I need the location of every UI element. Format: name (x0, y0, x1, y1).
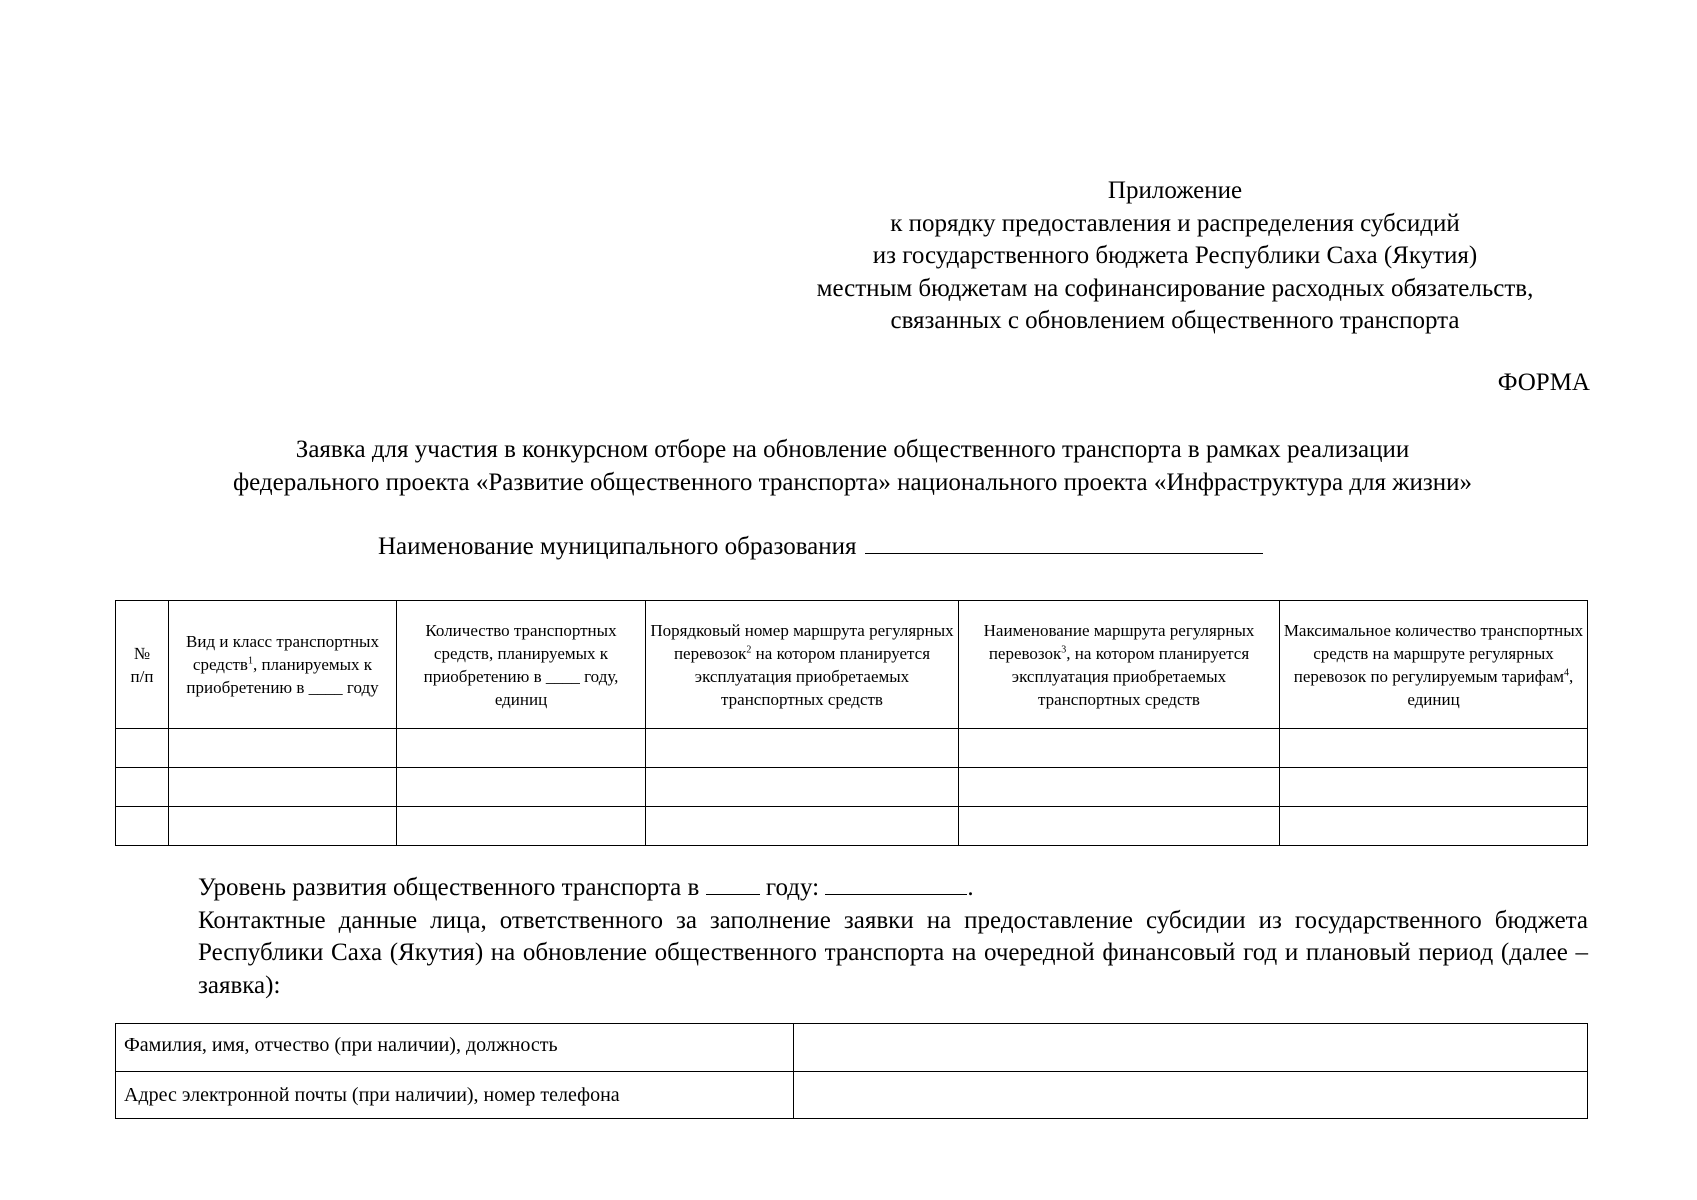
municipality-blank-field[interactable] (865, 529, 1263, 554)
level-paragraph (198, 872, 1588, 905)
header-text: Вид и класс транспортных средств (186, 632, 379, 674)
footnote-mark: 4 (1564, 666, 1570, 678)
level-text: . (967, 874, 974, 901)
header-route-number (646, 601, 959, 729)
table-cell[interactable] (116, 729, 169, 768)
appendix-header (760, 175, 1590, 338)
table-cell[interactable] (116, 768, 169, 807)
level-text: Уровень развития общественного транспорта в (198, 874, 700, 901)
title-line: Заявка для участия в конкурсном отборе на обновление общественного транспорта в рамках реализации (295, 436, 1410, 463)
table-row (116, 768, 1588, 807)
vehicle-table (115, 600, 1588, 846)
table-cell[interactable] (397, 768, 646, 807)
table-cell[interactable] (646, 807, 959, 846)
contact-name-label: Фамилия, имя, отчество (при наличии), должность (116, 1024, 794, 1072)
contact-email-value[interactable] (794, 1072, 1588, 1119)
footnote-mark: 2 (746, 643, 752, 655)
header-vehicle-count (397, 601, 646, 729)
table-cell[interactable] (959, 729, 1280, 768)
header-text: , на котором планируется эксплуатация приобретаемых транспортных средств (1011, 643, 1250, 709)
header-max-vehicles (1280, 601, 1588, 729)
appendix-line: Приложение (1107, 177, 1243, 204)
contact-intro-paragraph: Контактные данные лица, ответственного за заполнение заявки на предоставление субсидии из государственного бюджета Республики Саха (Якутия) на обновление общественного транспорта на очередной финансовый год и плановый период (далее – заявка): (198, 906, 1588, 999)
document-title (115, 433, 1590, 499)
table-cell[interactable] (959, 807, 1280, 846)
header-vehicle-type (169, 601, 397, 729)
header-text: Наименование маршрута регулярных перевозок (983, 620, 1255, 663)
table-cell[interactable] (646, 729, 959, 768)
table-cell[interactable] (397, 807, 646, 846)
table-cell[interactable] (1280, 768, 1588, 807)
contact-name-value[interactable] (794, 1024, 1588, 1072)
title-line: федерального проекта «Развитие общественного транспорта» национального проекта «Инфраструктура для жизни» (232, 469, 1473, 496)
header-text: Количество транспортных средств, планируемых к приобретению в ____ году, единиц (423, 620, 619, 709)
appendix-line: к порядку предоставления и распределения субсидий (890, 209, 1460, 237)
municipality-line (378, 529, 1263, 563)
contact-email-label: Адрес электронной почты (при наличии), номер телефона (116, 1072, 794, 1119)
footnote-mark: 3 (1061, 643, 1067, 655)
table-cell[interactable] (169, 807, 397, 846)
header-text: № (133, 643, 151, 663)
appendix-line: связанных с обновлением общественного транспорта (890, 307, 1460, 335)
table-cell[interactable] (1280, 729, 1588, 768)
level-blank-field[interactable] (825, 872, 967, 895)
body-paragraphs (198, 872, 1588, 1002)
contact-row (116, 1072, 1588, 1119)
level-text: году: (765, 874, 820, 901)
table-header-row (116, 601, 1588, 729)
table-cell[interactable] (959, 768, 1280, 807)
table-row (116, 807, 1588, 846)
header-number (116, 601, 169, 729)
municipality-label: Наименование муниципального образования (378, 533, 857, 560)
header-text: Максимальное количество транспортных средств на маршруте регулярных перевозок по регулируемым тарифам (1283, 620, 1584, 686)
table-cell[interactable] (1280, 807, 1588, 846)
header-text: , единиц (1407, 666, 1574, 709)
table-cell[interactable] (646, 768, 959, 807)
appendix-line: из государственного бюджета Республики Саха (Якутия) (872, 242, 1478, 270)
header-text: , планируемых к приобретению в ____ году (186, 655, 379, 697)
appendix-line: местным бюджетам на софинансирование расходных обязательств, (816, 274, 1534, 302)
footnote-mark: 1 (247, 655, 253, 667)
table-cell[interactable] (169, 729, 397, 768)
table-cell[interactable] (397, 729, 646, 768)
header-route-name (959, 601, 1280, 729)
table-cell[interactable] (169, 768, 397, 807)
table-row (116, 729, 1588, 768)
table-cell[interactable] (116, 807, 169, 846)
header-text: п/п (130, 666, 154, 686)
header-text: Порядковый номер маршрута регулярных перевозок (650, 620, 954, 663)
contact-row (116, 1024, 1588, 1072)
table-body (116, 729, 1588, 846)
form-label: ФОРМА (1497, 369, 1590, 396)
year-blank-field[interactable] (706, 872, 760, 895)
contact-table (115, 1023, 1588, 1119)
header-text: на котором планируется эксплуатация приобретаемых транспортных средств (694, 643, 931, 709)
